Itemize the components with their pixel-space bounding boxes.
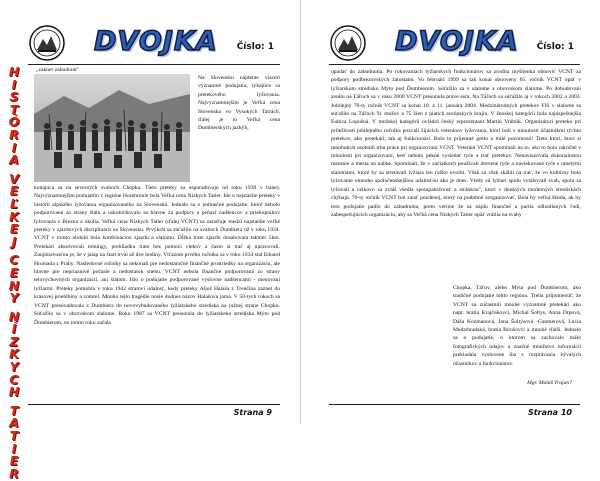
title-letter: E (9, 221, 19, 237)
left-body-text (34, 184, 280, 327)
title-letter: V (9, 170, 19, 186)
magazine-emblem-icon (28, 24, 66, 62)
title-letter: K (9, 208, 19, 224)
page-footer (28, 404, 280, 417)
page-header (28, 24, 280, 65)
title-letter: T (9, 428, 19, 444)
title-letter: R (9, 126, 19, 142)
title-letter: I (11, 440, 17, 456)
issue-number: Číslo: 1 (536, 42, 574, 52)
title-letter: R (9, 465, 19, 481)
title-letter: S (9, 89, 19, 105)
title-letter: C (9, 371, 19, 387)
title-letter: H (8, 64, 20, 79)
title-letter: A (9, 152, 19, 168)
title-letter: C (9, 252, 19, 268)
title-letter: Ľ (9, 195, 19, 211)
magazine-emblem-icon (329, 24, 367, 62)
title-letter: Y (9, 290, 19, 306)
intro-paragraph: Na Slovensku nájdeme viacerí významné podujatia, týkajúce sa pretekového lyžovania. Najvýznamnejším je Veľká cena Slovenska vo Vysokých Tatrách, ďalej je to Veľká cena Dumbierských jazkýh, (198, 75, 280, 132)
page-footer (329, 404, 580, 417)
page-header (329, 24, 580, 65)
title-letter: E (9, 264, 19, 280)
title-letter: T (9, 402, 19, 418)
body-paragraph: upadať do zabudnutia. Po rokovaniach lyžiarskych funkcionárov sa zrodila myšlienka obnoviť VCNT za podpory podbrezovských žalostami. Vo februári 1999 sa tak konal obnovený 65. ročník VCNT opäť v lyžiarskom stredisku Mýto pod Ďumbierom. Súťažilo sa v slalome a obrovskom slalome. Po dobudovaní areálu na Táľoch sa v roku 2000 VCNT presunula práve sem. Na Táľoch sa súťažilo aj v rokoch 2002 a 2003. Jubilejný 70-ty ročník VCNT sa konal 10. a 11. januára 2004. Medzinárodných pretekov FIS v slalome sa súťažilo na Táľoch 91 mužov a 75 žien z piatich európskych krajín. V ženskej kategórii bola najúspešnejšia Eubica Lopušná. V mužskej kategórii ovládol český reprezentant Martin Vráblik. Organizátori preteku pri príležitosti jubilejného ročníka pozvali žijúcich veteránov lyžovania, ktorí boli v minulosti účastníkmi týchto pretekov, ako pretekári, tak aj funkcionári. Bolo to príjemné gesto a milé pozornosti! Tieto ktorí, ktorí si mnohokrát osobnili trhu práce pri organizovaní VCNT. Veteráni VCNT spomínali na to, ako to bolo náročné v minulosti pri organizovaní, keď nebolo pekné vysiedať tyče a trať pretekov. Nenaviazovala dokonalostou mesanie a mesta na nabbe. Spomínali, že v začiatkoch používali drevené tyče a navlekované tyče s umelými slalomami, ktoré by sa stretávali lyžiara len ťažko uvolili. Však sa však skáhli na trať, že vo kultúrny bolo lyžovanie omnoho spoločenskejšiou udalosťou ako je dnes. Vtedy sú lyžiari spolu vytáhovali svah, spolu sa lyžovali a celkovo sa zvláš všedla spolupatričnosť a stránkou", ktorí v dnešných moderných strediskách chýbajú. 70-ty ročník VCNT bol zaisť pozdenej, ktorý na podobné zorganizovať. Bola by veľká škoda, ak by toto podujatie padlo do zabudnutia, preto verime že sa nájdu finančné a partia odhodlaných ľudí, zabespečujúcich organizáciu, aby sa Veľká cena Nízkych Tatier opäť vrátila na svahy (331, 69, 581, 218)
title-letter: E (9, 183, 19, 199)
page-number: Strana 9 (233, 408, 272, 417)
magazine-logo: DVOJKA (94, 26, 218, 57)
body-paragraph: konajúca sa na severných svahoch Chopka. Tieto preteky sa usporadúvajú od roku 1939 v bane). Najvýznamnejším podujatím v regióne Horehronie bola Veľká cena Nízkych Tatier. Ide o najstaršie preteky v histórii alpského lyžovania organizovaného na Slovensku. Jednalo sa o jedinečné podujatie, ktoré nebolo podporované zo strany štátu a uskutočňovalo sa hlavne za podpory a peňazí nadšencov a priekopníkov lyžovania z Brezna a okolia. Veľká cena Nízkych Tatier (ďalej VCNT) sa zaraďuje medzi najstaršie veľké preteky v zjazdových disciplínach na Slovensku. Prvýkrát sa súťažilo na svahoch Dumbiera už v roku 1934. VCNT v tomto období bola kombináciou zjazdu a slalomu. Dĺžka trate zjazdu dosahovala takmer 5km. Pretekári absolvovali tréningy, prehliadku trate bez pomoci vlekov a často si trať aj upravovali. Zaujímavosťou je, že v jatap na štart trval až dve hodiny. Víťazom prvého ročníka sa v roku 1934 stal Eduard Hromada z Prahy. Nasledovné ročníky sa nekonali pre nedostatočné finančné prostriedky na organizáciu, ale hlavne pre nepriaznivé počasie a nedostatok snehu. VCNT nebola finančne podporovaná zo strany telovýchovných organizácií, ani štátom. Išlo o podujatie podporované výslovne nadšencami - menovaní lyžiarmi. Preteky pomohla v roku 1942 stratovi udalosť, kedy preteky Aljoš Halaša z Trenčína zaznel do krásovej priehlbiny a zomrel. Mnoho tejto tragédie nosie dodnes názov Halašova jama. V 50-tych rokoch sa VCNT presúvadovala z Dumbiera do novovybudovaného lyžiarskeho strediska na južnej strane Chopku. Súťažilo sa v obrovskom slalome. Roku 1987 sa VCNT presunula do lyžiarskeho strediska Mýto pod Ďumbierom, no tomto roku začala (34, 185, 280, 326)
right-page (300, 0, 600, 424)
title-letter: T (9, 101, 19, 117)
right-bottom-text (453, 284, 581, 368)
title-letter: H (8, 384, 20, 400)
title-letter: Z (9, 333, 19, 349)
title-letter: Í (11, 321, 17, 337)
magazine-logo: DVOJKA (395, 26, 519, 57)
title-letter: A (9, 415, 19, 431)
title-letter: K (9, 346, 19, 362)
title-letter: N (8, 277, 20, 293)
vertical-title (2, 66, 26, 480)
author-signature: Mgr. Matúš Trajan? (527, 380, 572, 386)
title-letter: E (9, 453, 19, 469)
body-paragraph: Chopka, Táľov, alebo Mýta pod Ďumbierom, ako tradičné podujatie tohto regiónu. Treba pripomenúť, že VCNT sa zúčastnili mnohé významné pretekári ako napr. bratia Krajčúkovci, Michal Šoltys, Anna Drpová, Dáša Kozmanová, Jana Šoltýsová -Gantnerová, Lucia Medzihradská, bratia Bírošovci a mnohé ďalší. Jednalo sa o podujatie, o ktorom sa zachovalo málo fotografických údajov a značné množstvo informácií prekladala vyslovene iba z rozprávania bývalých účastníkov a funkcionárov. (453, 285, 581, 367)
photo-caption: „zakner zabudnutí" (36, 67, 80, 73)
intro-column (198, 74, 280, 133)
title-letter: J (11, 233, 17, 249)
title-letter: Ó (8, 114, 20, 130)
title-letter: I (11, 76, 17, 92)
issue-number: Číslo: 1 (236, 42, 274, 52)
right-top-text (331, 68, 581, 219)
title-letter: Y (9, 359, 19, 375)
title-letter: I (11, 139, 17, 155)
title-letter: N (8, 308, 20, 324)
page-number: Strana 10 (528, 408, 572, 417)
historic-skiers-photo (34, 74, 190, 182)
